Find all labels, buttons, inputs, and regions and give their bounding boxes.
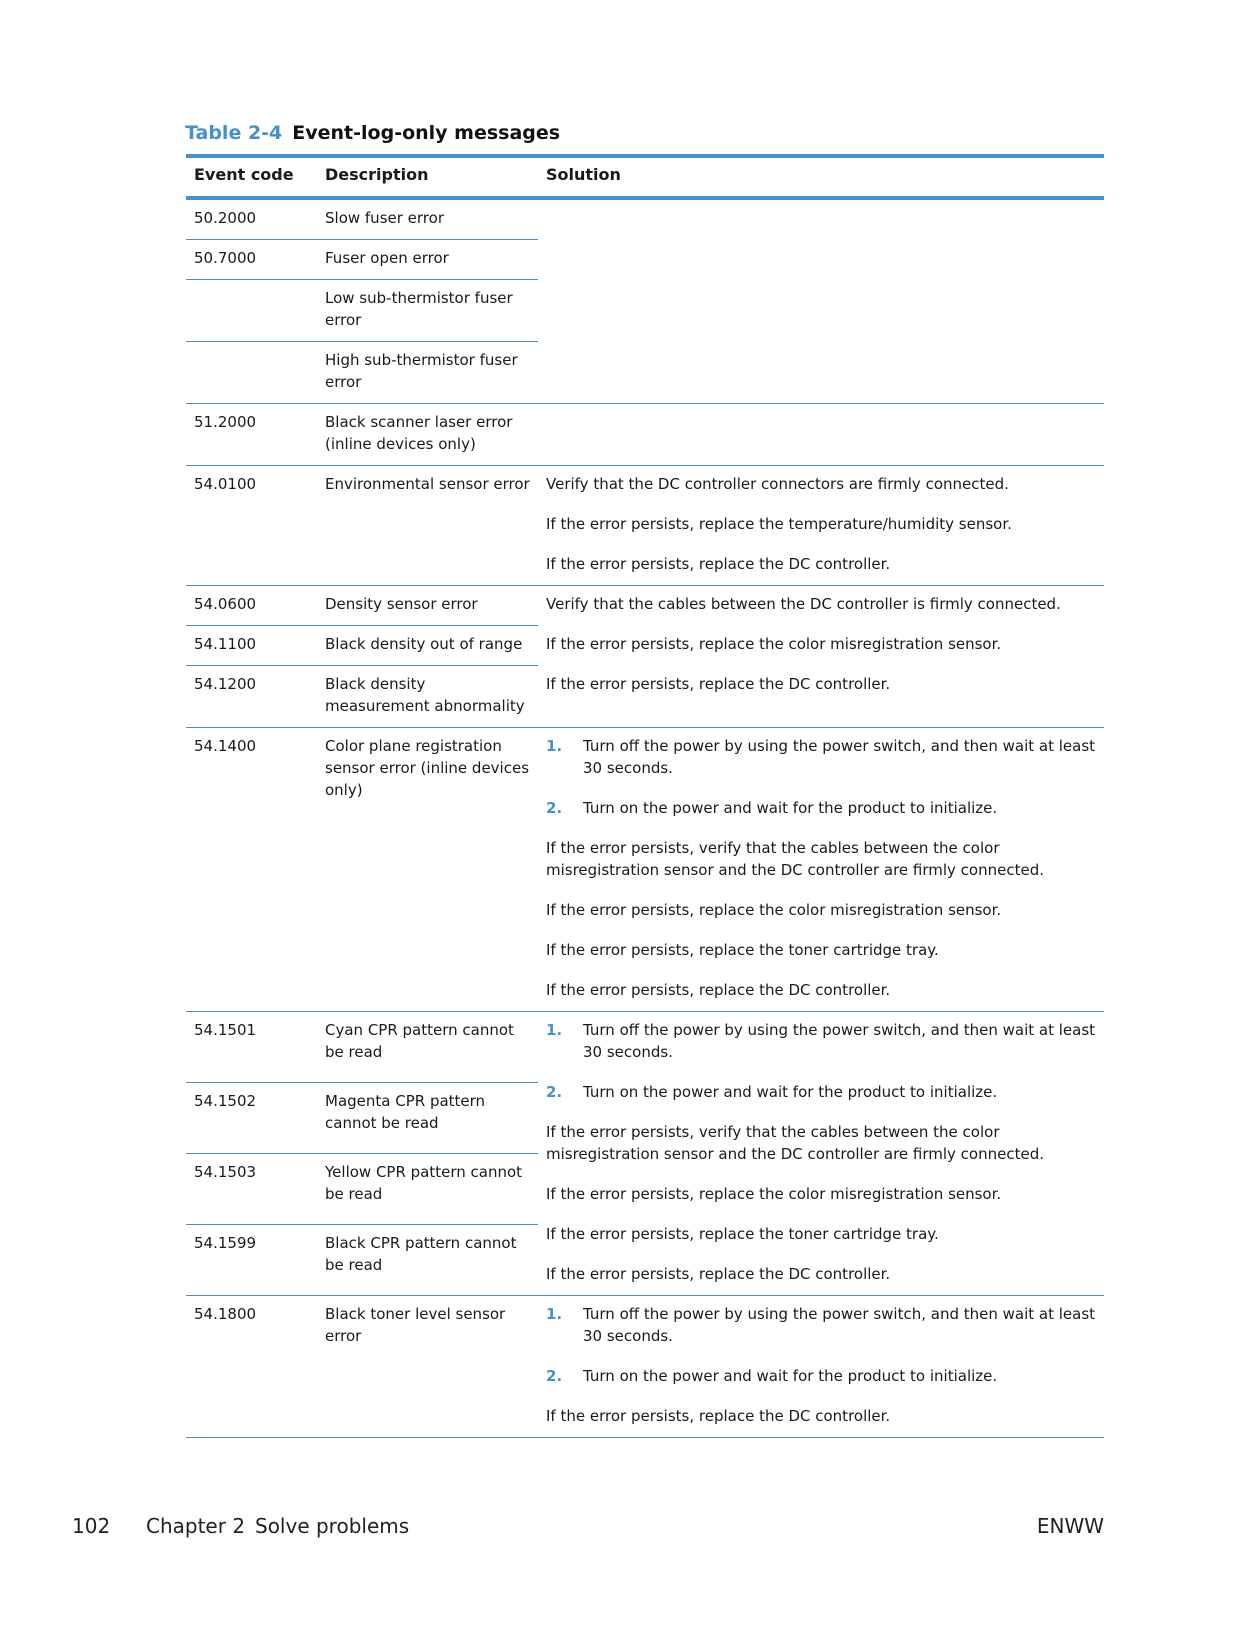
event-code: 54.0100 — [186, 466, 317, 586]
event-description: Color plane registration sensor error (inline devices only) — [317, 728, 538, 1012]
solution-cell — [538, 728, 1104, 1012]
step-number: 1. — [546, 1021, 563, 1039]
table-row — [186, 198, 1104, 240]
solution-paragraph: If the error persists, verify that the cables between the color misregistration sensor and the DC controller are firmly connected. — [546, 839, 1044, 879]
step-text: Turn off the power by using the power switch, and then wait at least 30 seconds. — [583, 1021, 1096, 1061]
solution-paragraph: If the error persists, replace the toner cartridge tray. — [546, 1225, 939, 1243]
solution-paragraph: If the error persists, replace the temperature/humidity sensor. — [546, 515, 1012, 533]
solution-paragraph: If the error persists, replace the DC controller. — [546, 675, 891, 693]
event-code: 50.2000 — [186, 198, 317, 240]
event-code: 54.1501 — [186, 1012, 317, 1083]
solution-paragraph: If the error persists, replace the color misregistration sensor. — [546, 1185, 1002, 1203]
table-row — [186, 404, 1104, 466]
section-title: Solve problems — [255, 1514, 410, 1538]
event-log-table — [186, 154, 1104, 1438]
solution-paragraph: If the error persists, replace the DC controller. — [546, 1265, 891, 1283]
event-code — [186, 280, 317, 342]
solution-cell — [538, 1012, 1104, 1296]
event-description: Black density measurement abnormality — [317, 666, 538, 728]
table-row — [186, 1296, 1104, 1438]
solution-paragraph: Verify that the DC controller connectors are firmly connected. — [546, 475, 1009, 493]
solution-cell-empty — [538, 198, 1104, 404]
solution-paragraph: If the error persists, replace the color misregistration sensor. — [546, 901, 1002, 919]
event-description: Magenta CPR pattern cannot be read — [317, 1083, 538, 1154]
event-code: 54.1502 — [186, 1083, 317, 1154]
step-text: Turn off the power by using the power switch, and then wait at least 30 seconds. — [583, 1305, 1096, 1345]
event-code: 54.1100 — [186, 626, 317, 666]
event-code — [186, 342, 317, 404]
table-row — [186, 728, 1104, 1012]
header-event-code: Event code — [186, 156, 317, 198]
step-text: Turn on the power and wait for the product to initialize. — [583, 1367, 998, 1385]
solution-cell — [538, 1296, 1104, 1438]
solution-step — [546, 797, 1096, 819]
table-row — [186, 586, 1104, 626]
step-number: 1. — [546, 1305, 563, 1323]
table-row — [186, 1012, 1104, 1083]
step-number: 1. — [546, 737, 563, 755]
event-description: Cyan CPR pattern cannot be read — [317, 1012, 538, 1083]
event-description: Fuser open error — [317, 240, 538, 280]
solution-paragraph: If the error persists, replace the DC controller. — [546, 1407, 891, 1425]
solution-paragraph: If the error persists, replace the DC controller. — [546, 981, 891, 999]
event-description: Slow fuser error — [317, 198, 538, 240]
event-description: Black density out of range — [317, 626, 538, 666]
step-text: Turn on the power and wait for the product to initialize. — [583, 1083, 998, 1101]
event-code: 54.1599 — [186, 1225, 317, 1296]
event-code: 50.7000 — [186, 240, 317, 280]
table-caption — [185, 122, 560, 144]
step-number: 2. — [546, 1083, 563, 1101]
event-code: 54.1400 — [186, 728, 317, 1012]
step-number: 2. — [546, 799, 563, 817]
solution-paragraph: If the error persists, replace the toner cartridge tray. — [546, 941, 939, 959]
solution-step — [546, 1019, 1096, 1063]
solution-cell — [538, 586, 1104, 728]
event-description: Black CPR pattern cannot be read — [317, 1225, 538, 1296]
table-header-row — [186, 156, 1104, 198]
solution-paragraph: If the error persists, replace the color misregistration sensor. — [546, 635, 1002, 653]
solution-step — [546, 735, 1096, 779]
table-number: Table 2-4 — [185, 122, 283, 144]
event-description: Yellow CPR pattern cannot be read — [317, 1154, 538, 1225]
event-description: Environmental sensor error — [317, 466, 538, 586]
event-code: 51.2000 — [186, 404, 317, 466]
step-number: 2. — [546, 1367, 563, 1385]
page-number: 102 — [72, 1514, 111, 1538]
header-description: Description — [317, 156, 538, 198]
solution-step — [546, 1365, 1096, 1387]
solution-step — [546, 1303, 1096, 1347]
event-code: 54.1503 — [186, 1154, 317, 1225]
table-row — [186, 466, 1104, 586]
step-text: Turn on the power and wait for the product to initialize. — [583, 799, 998, 817]
event-description: High sub-thermistor fuser error — [317, 342, 538, 404]
step-text: Turn off the power by using the power switch, and then wait at least 30 seconds. — [583, 737, 1096, 777]
solution-cell — [538, 466, 1104, 586]
table-title: Event-log-only messages — [292, 122, 561, 144]
solution-step — [546, 1081, 1096, 1103]
solution-paragraph: Verify that the cables between the DC controller is firmly connected. — [546, 595, 1061, 613]
chapter-label: Chapter 2 — [146, 1514, 246, 1538]
event-code: 54.0600 — [186, 586, 317, 626]
solution-cell-empty — [538, 404, 1104, 466]
event-description: Black toner level sensor error — [317, 1296, 538, 1438]
solution-paragraph: If the error persists, replace the DC controller. — [546, 555, 891, 573]
header-solution: Solution — [538, 156, 1104, 198]
language-code: ENWW — [1036, 1514, 1104, 1538]
event-code: 54.1800 — [186, 1296, 317, 1438]
event-description: Black scanner laser error (inline devices only) — [317, 404, 538, 466]
event-code: 54.1200 — [186, 666, 317, 728]
solution-paragraph: If the error persists, verify that the cables between the color misregistration sensor and the DC controller are firmly connected. — [546, 1123, 1044, 1163]
event-description: Low sub-thermistor fuser error — [317, 280, 538, 342]
event-description: Density sensor error — [317, 586, 538, 626]
